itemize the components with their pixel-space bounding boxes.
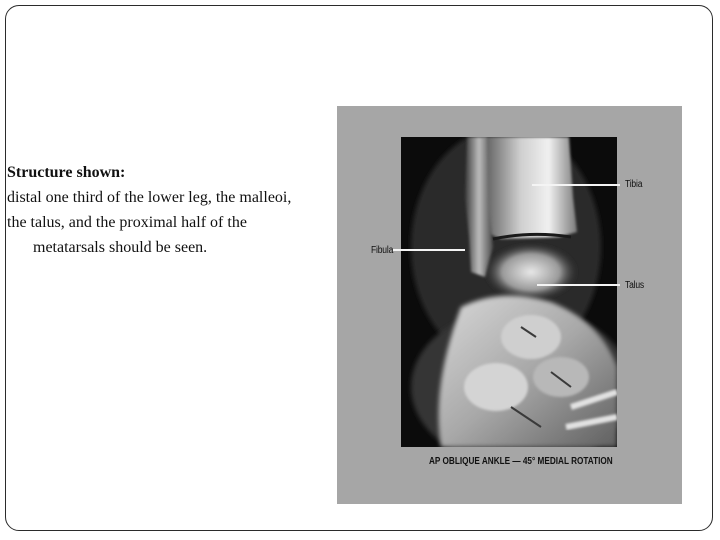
figure-caption: AP OBLIQUE ANKLE — 45° MEDIAL ROTATION (429, 456, 613, 467)
description-line-1: distal one third of the lower leg, the malleoi, (7, 189, 292, 206)
fibula-label: Fibula (371, 245, 394, 256)
description-line-3: metatarsals should be seen. (33, 239, 208, 256)
tibia-leader-line (532, 184, 620, 186)
xray-figure (337, 106, 682, 504)
structure-heading: Structure shown: (7, 164, 126, 181)
talus-label: Talus (625, 280, 645, 291)
description-text (7, 160, 337, 260)
talus-leader-line (537, 284, 620, 286)
description-line-2: the talus, and the proximal half of the (7, 214, 247, 231)
tibia-label: Tibia (625, 179, 643, 190)
fibula-leader-line (393, 249, 465, 251)
